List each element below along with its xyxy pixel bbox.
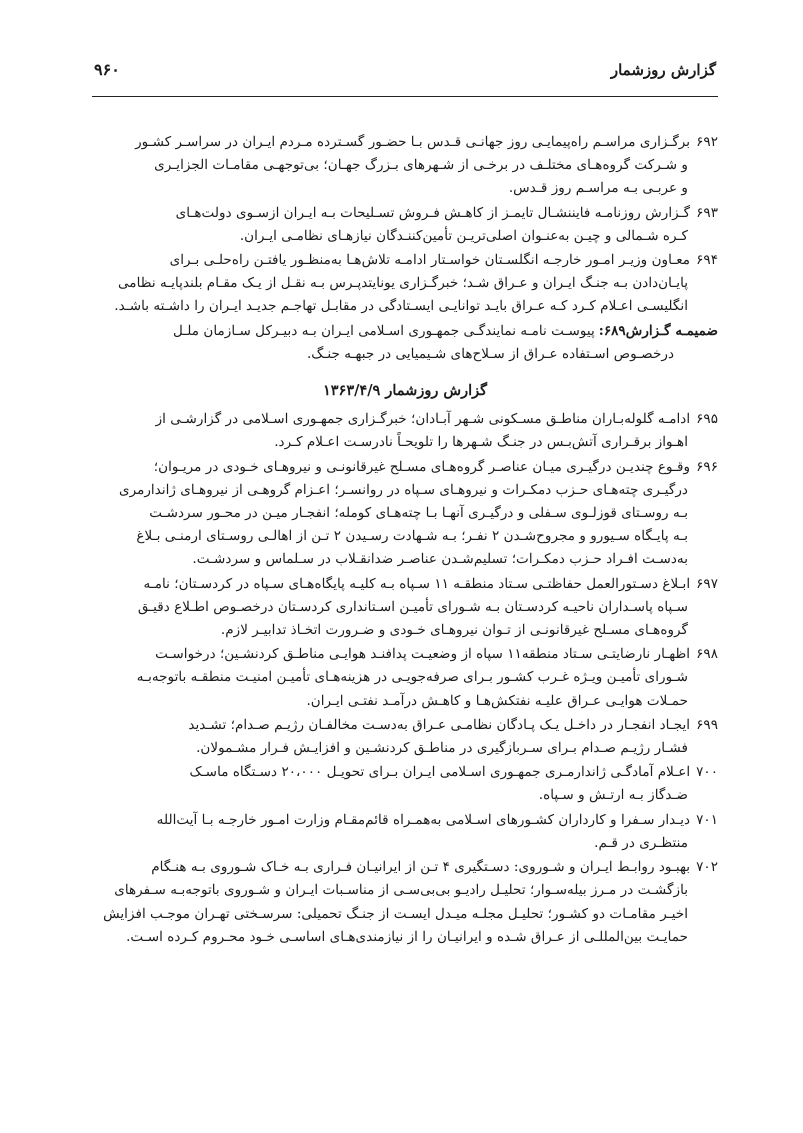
entry-number: ۶۹۶ xyxy=(696,458,718,475)
supplement-line: پیوسـت نامـه نمایندگـی جمهـوری اسـلامی ایـران بـه دبیـرکل سـازمان ملـل xyxy=(173,322,595,339)
entry-line: بهبـود روابـط ایـران و شـوروی: دسـتگیری ۴ تـن از ایرانیـان فـراری بـه خـاک شـوروی بـه هنـگام xyxy=(151,859,691,876)
entry-number: ۶۹۷ xyxy=(696,575,718,592)
entry-number: ۶۹۲ xyxy=(696,134,718,150)
entry-line: گروه‌هـای مسـلح غیرقانونـی از تـوان نیروهـای خـودی و ضـرورت اتخـاذ تدابیـر لازم. xyxy=(220,622,688,639)
entry-line: ادامـه گلوله‌بـاران مناطـق مسـکونی شـهر آبـادان؛ خبرگـزاری جمهـوری اسـلامی در گزارشـی از xyxy=(155,411,691,428)
entry-line: سـپاه پاسـداران ناحیـه کردسـتان بـه شـورای تأمیـن اسـتانداری کردسـتان درخصـوص اطـلاع دقیـق xyxy=(137,598,688,615)
entry-line: به‌دسـت افـراد حـزب دمکـرات؛ تسلیم‌شـدن عناصـر ضدانقـلاب در سـلماس و سردشـت. xyxy=(192,551,688,568)
entry-number: ۶۹۵ xyxy=(696,411,718,428)
entry-line: ایجـاد انفجـار در داخـل یـک پـادگان نظامـی عـراق به‌دسـت مخالفـان رژیـم صـدام؛ تشـدید xyxy=(188,716,691,733)
entry-number: ۶۹۸ xyxy=(696,646,718,663)
entry-line: ابـلاغ دسـتورالعمل حفاظتـی سـتاد منطقـه ۱۱ سـپاه بـه کلیـه پایگاه‌هـای سـپاه در کردسـتان؛ نامـه xyxy=(143,575,691,592)
entry-line: پایـان‌دادن بـه جنـگ ایـران و عـراق شـد؛ خبرگـزاری یونایتدپـرس بـه نقـل از یـک مقـام بلندپایـه نظامی xyxy=(117,275,688,292)
entry-item xyxy=(92,131,718,201)
entry-line: شـورای تأمیـن ویـژه غـرب کشـور بـرای صرفه‌جویـی در هزینه‌هـای تأمیـن امنیـت منطقـه باتوجه‌بـه xyxy=(136,669,688,686)
entries-top xyxy=(92,131,718,319)
document-body xyxy=(92,131,718,949)
entry-item xyxy=(92,809,718,855)
entry-line: ضـدگاز بـه ارتـش و سـپاه. xyxy=(538,787,688,804)
entry-line: حمـلات هوایـی عـراق علیـه نفتکش‌هـا و کاهـش درآمـد نفتـی ایـران. xyxy=(306,692,688,709)
entry-line: وقـوع چندیـن درگیـری میـان عناصـر گروه‌هـای مسـلح غیرقانونـی و نیروهـای خـودی در مریـوان؛ xyxy=(153,458,691,475)
entry-line: حمایـت بین‌المللـی از عـراق شـده و ایرانیـان را از نیازمندی‌هـای اساسـی خـود محـروم کـرده اسـت. xyxy=(126,928,688,945)
entry-line: گـزارش روزنامـه فایننشـال تایمـز از کاهـش فـروش تسـلیحات بـه ایـران ازسـوی دولت‌هـای xyxy=(175,204,691,221)
entry-number: ۶۹۳ xyxy=(696,204,718,221)
entry-line: انگلیسـی اعـلام کـرد کـه عـراق بایـد توانایـی ایسـتادگی در مقابـل تهاجـم جدیـد ایـران را داشـته باشـد. xyxy=(114,298,688,315)
running-header xyxy=(92,60,718,97)
entry-line: منتظـری در قـم. xyxy=(594,834,688,851)
running-header-title: گزارش روزشمار xyxy=(610,61,716,79)
entry-item xyxy=(92,761,718,807)
entry-item xyxy=(92,249,718,319)
entry-item xyxy=(92,643,718,713)
entry-line: فشـار رژیـم صـدام بـرای سـربازگیری در مناطـق کردنشـین و افزایـش فـرار مشـمولان. xyxy=(196,740,688,757)
entry-line: بـه پایـگاه سـیورو و مجروح‌شـدن ۲ نفـر؛ بـه شـهادت رسـیدن ۲ تـن از اهالـی روسـتای ارمنـی بـلاغ xyxy=(136,528,688,545)
entry-line: اخیـر مقامـات دو کشـور؛ تحلیـل مجلـه میـدل ایسـت از جنـگ تحمیلی: سرسـختی تهـران موجـب افزایش xyxy=(103,905,688,922)
entry-number: ۷۰۰ xyxy=(696,764,718,781)
entry-line: بـه روسـتای قوزلـوی سـفلی و درگیـری آنهـا بـا چته‌هـای کومله؛ انفجـار میـن در محـور سردشـت xyxy=(149,505,688,522)
entry-item xyxy=(92,456,718,572)
page-number: ۹۶۰ xyxy=(94,60,120,79)
entry-number: ۶۹۹ xyxy=(696,716,718,733)
entry-number: ۷۰۱ xyxy=(696,811,718,828)
supplement-entry xyxy=(92,320,718,366)
supplement-label: ضمیمـه گـزارش۶۸۹: xyxy=(598,322,718,339)
entry-item xyxy=(92,408,718,454)
entry-line: و شـرکت گروه‌هـای مختلـف در برخـی از شـهرهای بـزرگ جهـان؛ بی‌توجهـی مقامـات الجزایـری xyxy=(154,157,688,174)
document-page xyxy=(92,60,718,950)
entry-item xyxy=(92,573,718,643)
entry-number: ۶۹۴ xyxy=(696,252,718,269)
entry-line: اعـلام آمادگـی ژاندارمـری جمهـوری اسـلامی ایـران بـرای تحویـل ۲۰،۰۰۰ دسـتگاه ماسـک xyxy=(189,764,691,781)
entries-bottom xyxy=(92,408,718,949)
section-title: گزارش روزشمار ۱۳۶۳/۴/۹ xyxy=(322,382,488,400)
entry-line: دیـدار سـفرا و کارداران کشـورهای اسـلامی به‌همـراه قائم‌مقـام وزارت امـور خارجـه بـا آیت‌الله xyxy=(156,811,691,828)
entry-item xyxy=(92,202,718,248)
entry-line: معـاون وزیـر امـور خارجـه انگلسـتان خواسـتار ادامـه تلاش‌هـا به‌منظـور یافتـن راه‌حلـی بـرای xyxy=(169,252,691,269)
entry-line: و عربـی بـه مراسـم روز قـدس. xyxy=(508,180,688,197)
supplement-line: درخصـوص اسـتفاده عـراق از سـلاح‌های شـیمیایی در جبهـه جنـگ. xyxy=(306,345,674,362)
entry-line: درگیـری چته‌هـای حـزب دمکـرات و نیروهـای سـپاه در روانسـر؛ اعـزام گروهـی از نیروهـای ژاندارمری xyxy=(118,481,688,498)
entry-item xyxy=(92,856,718,949)
entry-item xyxy=(92,714,718,760)
entry-line: بازگشـت در مـرز بیله‌سـوار؛ تحلیـل رادیـو بی‌بی‌سـی از مناسـبات ایـران و شـوروی باتوجه‌بـه سـفرهای xyxy=(114,882,688,899)
entry-line: کـره شـمالی و چیـن به‌عنـوان اصلی‌تریـن تأمین‌کننـدگان نیازهـای نظامـی ایـران. xyxy=(239,227,688,244)
entry-line: اظهـار نارضایتـی سـتاد منطقه۱۱ سپاه از وضعیـت پدافنـد هوایـی مناطـق کردنشـین؛ درخواسـت xyxy=(155,646,691,663)
entry-number: ۷۰۲ xyxy=(696,859,718,876)
entry-line: برگـزاری مراسـم راه‌پیمایـی روز جهانـی قـدس بـا حضـور گسـترده مـردم ایـران در سراسـر کشـور xyxy=(135,134,691,150)
entry-line: اهـواز برقـراری آتش‌بـس در جنـگ شـهرها را تلویحـاً نادرسـت اعـلام کـرد. xyxy=(274,434,688,451)
